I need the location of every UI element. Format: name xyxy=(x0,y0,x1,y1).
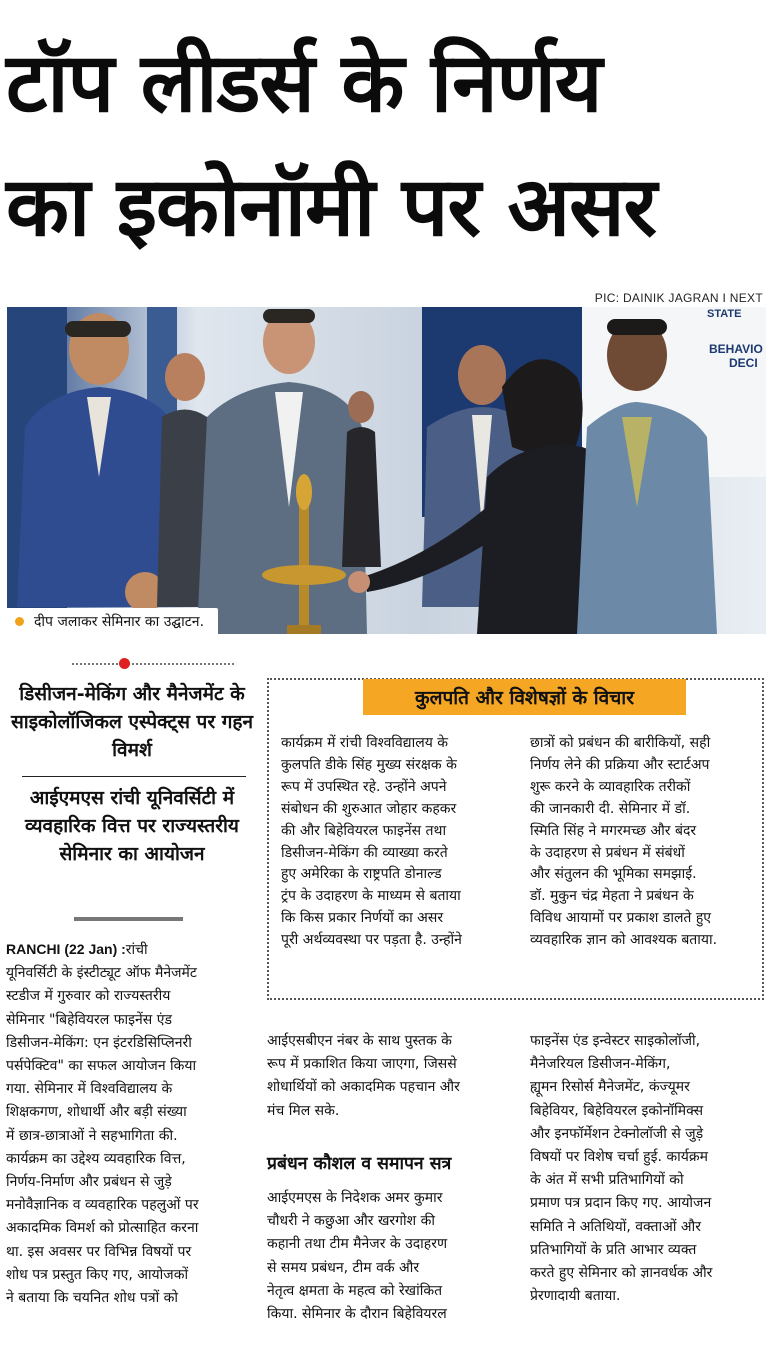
article-line: फाइनेंस एंड इन्वेस्टर साइकोलॉजी, xyxy=(530,1033,701,1049)
box-line: डॉ. मुकुन चंद्र मेहता ने प्रबंधन के xyxy=(530,888,694,905)
ornament-divider xyxy=(72,658,234,670)
section-heading: प्रबंधन कौशल व समापन सत्र xyxy=(267,1154,452,1174)
gray-bar-divider xyxy=(74,917,183,921)
article-line: यूनिवर्सिटी के इंस्टीट्यूट ऑफ मैनेजमेंट xyxy=(6,965,197,982)
article-line: प्रेरणादायी बताया. xyxy=(530,1288,621,1305)
box-line: रूप में उपस्थित रहे. उन्होंने अपने xyxy=(281,778,447,795)
box-line: डिसीजन-मेकिंग की व्याख्या करते xyxy=(281,844,448,861)
box-line: व्यवहारिक ज्ञान को आवश्यक बताया. xyxy=(530,932,718,949)
article-dateline: RANCHI (22 Jan) : xyxy=(6,941,126,957)
dotted-line xyxy=(72,663,234,665)
article-line: कार्यक्रम का उद्देश्य व्यवहारिक वित्त, xyxy=(6,1150,186,1167)
box-line: विविध आयामों पर प्रकाश डालते हुए xyxy=(530,910,712,927)
box-line: निर्णय लेने की प्रक्रिया और स्टार्टअप xyxy=(530,756,710,773)
box-line: के उदाहरण से प्रबंधन में संबंधों xyxy=(530,844,685,861)
experts-box-column-2 xyxy=(530,733,758,952)
banner-text-3: DECI xyxy=(729,356,758,370)
photo-credit: PIC: DAINIK JAGRAN I NEXT xyxy=(594,291,763,305)
box-line: छात्रों को प्रबंधन की बारीकियों, सही xyxy=(530,735,711,751)
box-line: और संतुलन की भूमिका समझाई. xyxy=(530,866,697,883)
photo-caption-text: दीप जलाकर सेमिनार का उद्घाटन. xyxy=(34,613,205,630)
red-dot-icon xyxy=(119,658,130,669)
article-column-2-top xyxy=(267,1030,504,1123)
box-line: की जानकारी दी. सेमिनार में डॉ. xyxy=(530,800,691,817)
article-line: अकादमिक विमर्श को प्रोत्साहित करना xyxy=(6,1220,199,1237)
article-line: बिहेवियर, बिहेवियरल इकोनॉमिक्स xyxy=(530,1102,704,1119)
box-line: कुलपति डीके सिंह मुख्य संरक्षक के xyxy=(281,756,457,773)
article-line: प्रमाण पत्र प्रदान किए गए. आयोजन xyxy=(530,1195,712,1212)
article-line: आईएसबीएन नंबर के साथ पुस्तक के xyxy=(267,1033,452,1049)
article-line: रांची xyxy=(125,942,148,958)
article-column-3 xyxy=(530,1030,766,1308)
article-line: समिति ने अतिथियों, वक्ताओं और xyxy=(530,1218,701,1235)
article-line: करते हुए सेमिनार को ज्ञानवर्धक और xyxy=(530,1265,713,1282)
article-line: सेमिनार "बिहेवियरल फाइनेंस एंड xyxy=(6,1011,172,1028)
article-line: से समय प्रबंधन, टीम वर्क और xyxy=(267,1259,420,1276)
article-column-2-bottom xyxy=(267,1187,504,1326)
article-line: डिसीजन-मेकिंग: एन इंटरडिसिप्लिनरी xyxy=(6,1034,192,1051)
box-line: पूरी अर्थव्यवस्था पर पड़ता है. उन्होंने xyxy=(281,932,462,949)
article-line: गया. सेमिनार में विश्वविद्यालय के xyxy=(6,1081,173,1098)
subhead-second: आईएमएस रांची यूनिवर्सिटी में व्यवहारिक वित्त पर राज्यस्तरीय सेमिनार का आयोजन xyxy=(25,787,239,865)
article-line: शोधार्थियों को अकादमिक पहचान और xyxy=(267,1079,460,1096)
news-photo xyxy=(7,307,766,634)
article-line: ने बताया कि चयनित शोध पत्रों को xyxy=(6,1290,179,1307)
box-line: ट्रंप के उदाहरण के माध्यम से बताया xyxy=(281,888,461,905)
article-line: स्टडीज में गुरुवार को राज्यस्तरीय xyxy=(6,988,171,1005)
box-line: कार्यक्रम में रांची विश्वविद्यालय के xyxy=(281,735,449,751)
box-line: कि किस प्रकार निर्णयों का असर xyxy=(281,910,444,927)
subhead-divider xyxy=(22,776,246,777)
banner-text-2: BEHAVIO xyxy=(709,342,763,356)
article-line: ह्यूमन रिसोर्स मैनेजमेंट, कंज्यूमर xyxy=(530,1079,690,1096)
box-line: शुरू करने के व्यावहारिक तरीकों xyxy=(530,778,691,795)
box-line: स्मिति सिंह ने मगरमच्छ और बंदर xyxy=(530,822,697,839)
article-line: शोध पत्र प्रस्तुत किए गए, आयोजकों xyxy=(6,1266,189,1283)
article-line: किया. सेमिनार के दौरान बिहेवियरल xyxy=(267,1306,447,1323)
box-line: की और बिहेवियरल फाइनेंस तथा xyxy=(281,822,447,839)
article-line: विषयों पर विशेष चर्चा हुई. कार्यक्रम xyxy=(530,1149,708,1166)
headline-line-1: टॉप लीडर्स के निर्णय xyxy=(6,36,602,131)
box-line: हुए अमेरिका के राष्ट्रपति डोनाल्ड xyxy=(281,866,442,883)
article-line: रूप में प्रकाशित किया जाएगा, जिससे xyxy=(267,1056,457,1073)
article-line: में छात्र-छात्राओं ने सहभागिता की. xyxy=(6,1127,178,1144)
article-column-1 xyxy=(6,938,250,1310)
banner-text-1: STATE xyxy=(707,308,742,320)
article-line: और इनफॉर्मेशन टेक्नोलॉजी से जुड़े xyxy=(530,1125,704,1142)
article-line: के अंत में सभी प्रतिभागियों को xyxy=(530,1172,684,1189)
article-line: प्रतिभागियों के प्रति आभार व्यक्त xyxy=(530,1241,697,1258)
photo-caption xyxy=(7,608,218,634)
bullet-dot-icon xyxy=(15,617,24,626)
article-line: मैनेजरियल डिसीजन-मेकिंग, xyxy=(530,1056,671,1073)
article-line: निर्णय-निर्माण और प्रबंधन से जुड़े xyxy=(6,1174,172,1191)
subhead-first: डिसीजन-मेकिंग और मैनेजमेंट के साइकोलॉजिकल एस्पेक्ट्स पर गहन विमर्श xyxy=(10,683,254,761)
article-line: मनोवैज्ञानिक व व्यवहारिक पहलुओं पर xyxy=(6,1197,199,1214)
article-line: पर्सपेक्टिव" का सफल आयोजन किया xyxy=(6,1058,197,1075)
article-line: आईएमएस के निदेशक अमर कुमार xyxy=(267,1190,443,1206)
article-line: चौधरी ने कछुआ और खरगोश की xyxy=(267,1213,436,1230)
article-line: कहानी तथा टीम मैनेजर के उदाहरण xyxy=(267,1236,448,1253)
headline xyxy=(6,22,766,270)
article-line: शिक्षकगण, शोधार्थी और बड़ी संख्या xyxy=(6,1104,187,1121)
experts-box-column-1 xyxy=(281,733,506,952)
experts-box-heading: कुलपति और विशेषज्ञों के विचार xyxy=(363,679,686,715)
box-line: संबोधन की शुरुआत जोहार कहकर xyxy=(281,800,457,817)
article-line: था. इस अवसर पर विभिन्न विषयों पर xyxy=(6,1243,192,1260)
headline-line-2: का इकोनॉमी पर असर xyxy=(6,160,657,255)
article-line: नेतृत्व क्षमता के महत्व को रेखांकित xyxy=(267,1282,443,1299)
article-line: मंच मिल सके. xyxy=(267,1102,340,1119)
